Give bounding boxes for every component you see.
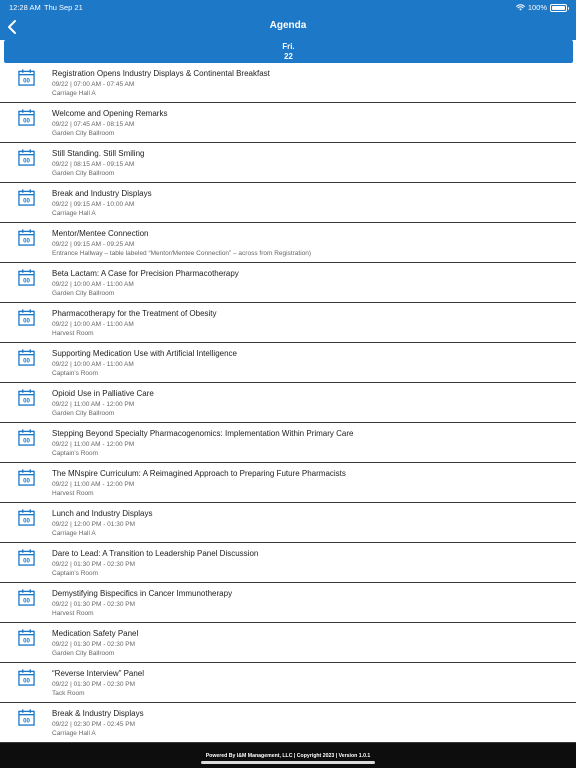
agenda-item-time: 09/22 | 01:30 PM - 02:30 PM [52,561,135,568]
agenda-item-time: 09/22 | 10:00 AM - 11:00 AM [52,361,134,368]
page-title: Agenda [269,20,307,31]
agenda-item-location: Garden City Ballroom [52,410,115,417]
calendar-icon-text: 00 [23,357,30,365]
agenda-item[interactable] [0,183,576,223]
calendar-icon-text: 00 [23,597,30,605]
calendar-icon [18,229,35,246]
top-bar [0,0,576,40]
agenda-list [0,63,576,743]
calendar-icon-text: 00 [23,677,30,685]
day-tab[interactable] [4,40,573,63]
agenda-item-location: Garden City Ballroom [52,290,115,297]
agenda-item-location: Garden City Ballroom [52,170,115,177]
agenda-item[interactable] [0,583,576,623]
agenda-item-time: 09/22 | 11:00 AM - 12:00 PM [52,481,135,488]
agenda-item-location: Harvest Room [52,610,94,617]
agenda-item-location: Harvest Room [52,490,94,497]
agenda-item-location: Carriage Hall A [52,730,96,737]
calendar-icon-text: 00 [23,717,30,725]
agenda-item-time: 09/22 | 11:00 AM - 12:00 PM [52,401,135,408]
agenda-item-title: “Reverse Interview” Panel [52,669,145,678]
calendar-icon-text: 00 [23,157,30,165]
agenda-item[interactable] [0,383,576,423]
agenda-item-time: 09/22 | 08:15 AM - 09:15 AM [52,161,135,168]
agenda-item-time: 09/22 | 09:15 AM - 09:25 AM [52,241,135,248]
agenda-item-time: 09/22 | 02:30 PM - 02:45 PM [52,721,135,728]
calendar-icon [18,349,35,366]
calendar-icon-text: 00 [23,637,30,645]
calendar-icon [18,629,35,646]
agenda-item-title: Break & Industry Displays [52,709,144,718]
agenda-item-location: Carriage Hall A [52,90,96,97]
calendar-icon [18,429,35,446]
agenda-item[interactable] [0,703,576,743]
agenda-item-title: Beta Lactam: A Case for Precision Pharmacotherapy [52,269,239,278]
status-bar [9,3,567,13]
agenda-item-time: 09/22 | 01:30 PM - 02:30 PM [52,641,135,648]
footer-text: Powered By I&M Management, LLC | Copyright 2023 | Version 1.0.1 [205,753,371,759]
agenda-item-location: Carriage Hall A [52,210,96,217]
agenda-item-location: Garden City Ballroom [52,130,115,137]
agenda-item[interactable] [0,463,576,503]
agenda-item-time: 09/22 | 10:00 AM - 11:00 AM [52,281,134,288]
agenda-item-title: Stepping Beyond Specialty Pharmacogenomics: Implementation Within Primary Care [52,429,354,438]
agenda-item[interactable] [0,103,576,143]
status-right [516,3,567,12]
calendar-icon [18,269,35,286]
agenda-item-location: Captain's Room [52,370,99,377]
agenda-item-title: Registration Opens Industry Displays & Continental Breakfast [52,69,270,78]
agenda-item-title: Dare to Lead: A Transition to Leadership Panel Discussion [52,549,259,558]
calendar-icon-text: 00 [23,317,30,325]
agenda-item[interactable] [0,303,576,343]
agenda-item-title: Demystifying Bispecifics in Cancer Immunotherapy [52,589,233,598]
agenda-item[interactable] [0,623,576,663]
calendar-icon [18,589,35,606]
calendar-icon-text: 00 [23,277,30,285]
agenda-item-title: Pharmacotherapy for the Treatment of Obesity [52,309,217,318]
calendar-icon [18,69,35,86]
agenda-item-time: 09/22 | 11:00 AM - 12:00 PM [52,441,135,448]
calendar-icon-text: 00 [23,557,30,565]
battery-icon [550,4,567,12]
agenda-item[interactable] [0,223,576,263]
agenda-item-time: 09/22 | 10:00 AM - 11:00 AM [52,321,134,328]
calendar-icon [18,149,35,166]
agenda-item-location: Carriage Hall A [52,530,96,537]
calendar-icon-text: 00 [23,397,30,405]
calendar-icon-text: 00 [23,517,30,525]
nav-row [0,16,576,38]
agenda-item-time: 09/22 | 12:00 PM - 01:30 PM [52,521,135,528]
agenda-item-title: Still Standing. Still Smiling [52,149,145,158]
agenda-item[interactable] [0,343,576,383]
agenda-item-time: 09/22 | 01:30 PM - 02:30 PM [52,601,135,608]
calendar-icon [18,189,35,206]
status-time: 12:28 AM [9,3,41,12]
status-date: Thu Sep 21 [44,3,83,12]
agenda-item-title: Welcome and Opening Remarks [52,109,168,118]
calendar-icon [18,469,35,486]
agenda-item-location: Captain's Room [52,450,99,457]
footer [0,743,576,768]
home-indicator [201,761,375,764]
day-tab-day: Fri. [282,42,295,51]
agenda-item-location: Tack Room [52,690,85,697]
agenda-item[interactable] [0,543,576,583]
calendar-icon [18,669,35,686]
agenda-item-title: Opioid Use in Palliative Care [52,389,154,398]
battery-percent: 100% [527,3,547,12]
agenda-item[interactable] [0,503,576,543]
agenda-item[interactable] [0,423,576,463]
agenda-item[interactable] [0,143,576,183]
calendar-icon-text: 00 [23,437,30,445]
calendar-icon [18,109,35,126]
agenda-item[interactable] [0,63,576,103]
agenda-item-time: 09/22 | 07:45 AM - 08:15 AM [52,121,135,128]
agenda-item-title: Break and Industry Displays [52,189,152,198]
agenda-item[interactable] [0,663,576,703]
day-tab-date: 22 [284,51,293,61]
calendar-icon [18,709,35,726]
agenda-item-title: Medication Safety Panel [52,629,139,638]
agenda-item-time: 09/22 | 07:00 AM - 07:45 AM [52,81,135,88]
agenda-item-time: 09/22 | 09:15 AM - 10:00 AM [52,201,135,208]
agenda-item-title: The MNspire Curriculum: A Reimagined Approach to Preparing Future Pharmacists [52,469,346,478]
agenda-item-title: Supporting Medication Use with Artificial Intelligence [52,349,237,358]
calendar-icon-text: 00 [23,237,30,245]
agenda-item-location: Entrance Hallway – table labeled “Mentor/Mentee Connection” – across from Registration) [52,250,312,257]
calendar-icon [18,509,35,526]
agenda-item-time: 09/22 | 01:30 PM - 02:30 PM [52,681,135,688]
calendar-icon-text: 00 [23,197,30,205]
calendar-icon-text: 00 [23,117,30,125]
agenda-item-title: Lunch and Industry Displays [52,509,153,518]
agenda-item-location: Harvest Room [52,330,94,337]
calendar-icon [18,309,35,326]
agenda-item-location: Captain's Room [52,570,99,577]
calendar-icon [18,549,35,566]
agenda-item[interactable] [0,263,576,303]
wifi-icon [516,4,525,11]
calendar-icon-text: 00 [23,77,30,85]
agenda-item-title: Mentor/Mentee Connection [52,229,149,238]
calendar-icon-text: 00 [23,477,30,485]
calendar-icon [18,389,35,406]
agenda-item-location: Garden City Ballroom [52,650,115,657]
